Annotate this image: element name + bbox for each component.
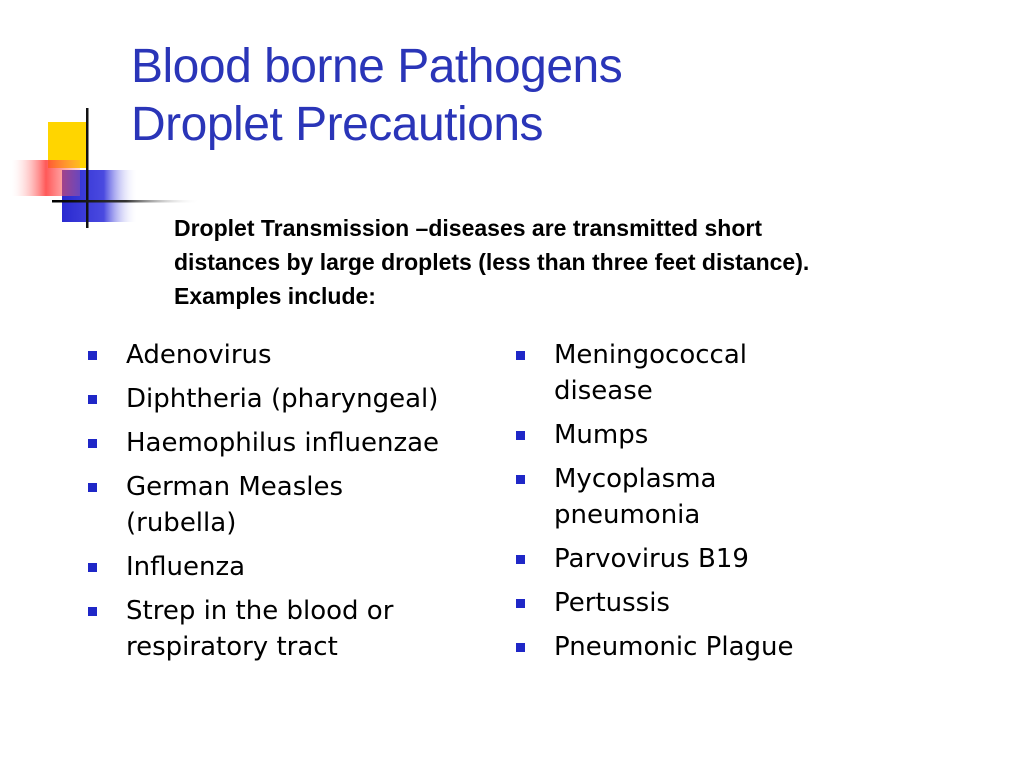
intro-line: distances by large droplets (less than three feet distance).	[174, 249, 810, 275]
square-bullet-icon	[516, 351, 525, 360]
slide-title	[131, 38, 622, 154]
square-bullet-icon	[516, 643, 525, 652]
square-bullet-icon	[88, 563, 97, 572]
list-item-text: Parvovirus B19	[554, 544, 749, 574]
square-bullet-icon	[516, 599, 525, 608]
list-item	[516, 337, 936, 409]
right-examples-list	[516, 337, 936, 673]
list-item-text: Pneumonic Plague	[554, 632, 794, 662]
left-examples-list	[88, 337, 508, 673]
title-line: Droplet Precautions	[131, 98, 544, 151]
list-item	[516, 461, 936, 533]
square-bullet-icon	[516, 431, 525, 440]
list-item	[88, 337, 508, 373]
intro-line: Examples include:	[174, 283, 376, 309]
decor-red-bar	[12, 160, 80, 196]
list-item-text: Mycoplasma pneumonia	[554, 464, 717, 530]
list-item	[516, 541, 936, 577]
list-item-text: Pertussis	[554, 588, 670, 618]
decor-vertical-line	[86, 108, 89, 228]
square-bullet-icon	[516, 475, 525, 484]
intro-paragraph	[174, 211, 994, 313]
list-item-text: Strep in the blood or respiratory tract	[126, 596, 394, 662]
list-item	[88, 593, 508, 665]
list-item-text: Influenza	[126, 552, 246, 582]
square-bullet-icon	[516, 555, 525, 564]
list-item-text: Adenovirus	[126, 340, 272, 370]
intro-line: Droplet Transmission –diseases are transmitted short	[174, 215, 762, 241]
list-item	[88, 549, 508, 585]
title-line: Blood borne Pathogens	[131, 40, 623, 93]
list-item-text: Diphtheria (pharyngeal)	[126, 384, 439, 414]
list-item-text: Haemophilus influenzae	[126, 428, 440, 458]
list-item	[88, 381, 508, 417]
square-bullet-icon	[88, 483, 97, 492]
list-item-text: German Measles (rubella)	[126, 472, 344, 538]
square-bullet-icon	[88, 607, 97, 616]
list-item	[516, 417, 936, 453]
list-item-text: Meningococcal disease	[554, 340, 747, 406]
square-bullet-icon	[88, 439, 97, 448]
list-item	[88, 469, 508, 541]
list-item	[516, 585, 936, 621]
decor-horizontal-line	[52, 200, 200, 203]
list-item-text: Mumps	[554, 420, 649, 450]
square-bullet-icon	[88, 351, 97, 360]
square-bullet-icon	[88, 395, 97, 404]
list-item	[516, 629, 936, 665]
list-item	[88, 425, 508, 461]
